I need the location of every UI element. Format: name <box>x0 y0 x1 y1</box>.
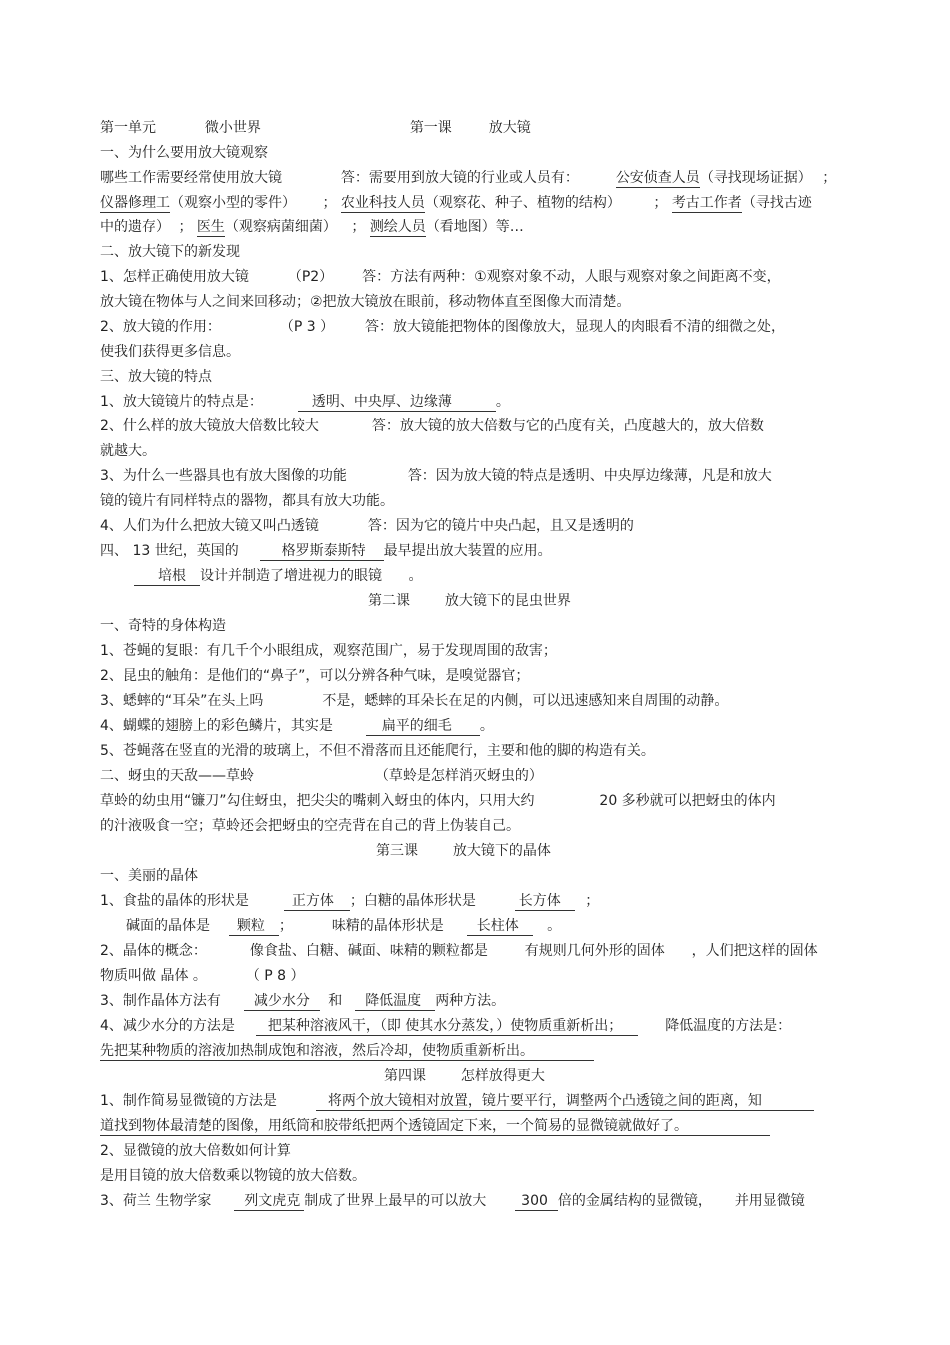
paragraph-line: 物质叫做 晶体 。 （ P 8 ） <box>100 968 305 984</box>
answer-blank: 列文虎克 <box>234 1192 304 1211</box>
section-heading: 二、放大镜下的新发现 <box>100 244 240 260</box>
answer-blank: 颗粒 <box>229 917 279 936</box>
paragraph-line: 1、怎样正确使用放大镜 （P2） 答：方法有两种：①观察对象不动，人眼与观察对象之间距离不变， <box>100 269 781 285</box>
answer-blank: 长方体 <box>515 892 575 911</box>
lesson-label: 第一课 <box>409 120 452 136</box>
paragraph-line: 中的遗存） ； 医生（观察病菌细菌） ； 测绘人员（看地图）等… <box>100 219 524 235</box>
lesson3-heading: 第三课 放大镜下的晶体 <box>376 843 551 859</box>
list-item: 1、苍蝇的复眼：有几千个小眼组成，观察范围广，易于发现周围的敌害； <box>100 643 557 659</box>
paragraph-line: 就越大。 <box>100 443 156 459</box>
answer-blank: 先把某种物质的溶液加热制成饱和溶液，然后冷却，使物质重新析出。 <box>100 1042 594 1061</box>
paragraph-line: 1、放大镜镜片的特点是： 透明、中央厚、边缘薄 。 <box>100 394 510 410</box>
paragraph-line: 2、显微镜的放大倍数如何计算 <box>100 1143 291 1159</box>
paragraph-line: 1、制作简易显微镜的方法是 将两个放大镜相对放置，镜片要平行，调整两个凸透镜之间的距离，知 <box>100 1091 814 1111</box>
paragraph-line: 2、放大镜的作用： （P 3 ） 答：放大镜能把物体的图像放大，显现人的肉眼看不清的细微之处， <box>100 319 785 335</box>
paragraph-line <box>100 1041 594 1061</box>
paragraph-line <box>100 1116 770 1136</box>
list-item: 4、蝴蝶的翅膀上的彩色鳞片，其实是 扁平的细毛 。 <box>100 718 494 734</box>
answer-blank: 公安侦查人员 <box>615 170 700 186</box>
answer-blank: 扁平的细毛 <box>366 717 480 736</box>
section-heading: 一、美丽的晶体 <box>100 868 198 884</box>
unit-title: 微小世界 <box>204 120 261 136</box>
paragraph-line: 使我们获得更多信息。 <box>100 344 240 360</box>
section-heading: 一、奇特的身体构造 <box>100 618 226 634</box>
list-item: 2、昆虫的触角：是他们的“鼻子”，可以分辨各种气味，是嗅觉器官； <box>100 668 530 684</box>
paragraph-line: 放大镜在物体与人之间来回移动；②把放大镜放在眼前，移动物体直至图像大而清楚。 <box>100 294 631 310</box>
paragraph-line: 4、人们为什么把放大镜又叫凸透镜 答：因为它的镜片中央凸起，且又是透明的 <box>100 518 634 534</box>
paragraph-line: 哪些工作需要经常使用放大镜 答：需要用到放大镜的行业或人员有： 公安侦查人员（寻找现场证据） ； <box>100 170 837 186</box>
paragraph-line: 镜的镜片有同样特点的器物，都具有放大功能。 <box>100 493 394 509</box>
paragraph-line: 2、晶体的概念： 像食盐、白糖、碱面、味精的颗粒都是 有规则几何外形的固体 ，人们把这样的固体 <box>100 943 818 959</box>
unit-label: 第一单元 <box>100 120 156 136</box>
section-heading: 一、为什么要用放大镜观察 <box>100 145 268 161</box>
paragraph-line: 2、什么样的放大镜放大倍数比较大 答：放大镜的放大倍数与它的凸度有关，凸度越大的，放大倍数 <box>100 418 764 434</box>
section-heading: 三、放大镜的特点 <box>100 369 212 385</box>
paragraph-line: 1、食盐的晶体的形状是 正方体 ；白糖的晶体形状是 长方体 ； <box>100 893 600 909</box>
paragraph-line: 培根 设计并制造了增进视力的眼镜 。 <box>134 566 422 586</box>
answer-blank: 仪器修理工 <box>100 195 170 211</box>
lesson4-heading: 第四课 怎样放得更大 <box>384 1068 545 1084</box>
lesson-title: 放大镜 <box>488 120 531 136</box>
paragraph-line: 草蛉的幼虫用“镰刀”勾住蚜虫，把尖尖的嘴刺入蚜虫的体内，只用大约 20 多秒就可以把蚜虫的体内 <box>100 793 776 809</box>
section-heading: 二、蚜虫的天敌——草蛉 （草蛉是怎样消灭蚜虫的） <box>100 768 543 784</box>
answer-blank: 培根 <box>134 567 200 586</box>
paragraph-line: 仪器修理工（观察小型的零件） ； 农业科技人员（观察花、种子、植物的结构） ； 考古工作者（寻找古迹 <box>100 195 812 211</box>
answer-blank: 农业科技人员 <box>340 195 425 211</box>
list-item: 3、蟋蟀的“耳朵”在头上吗 不是，蟋蟀的耳朵长在足的内侧，可以迅速感知来自周围的动静。 <box>100 693 729 709</box>
answer-blank: 把某种溶液风干，（即 使其水分蒸发，）使物质重新析出； <box>256 1017 638 1036</box>
paragraph-line: 是用目镜的放大倍数乘以物镜的放大倍数。 <box>100 1168 366 1184</box>
answer-blank: 正方体 <box>284 892 350 911</box>
paragraph-line: 3、为什么一些器具也有放大图像的功能 答：因为放大镜的特点是透明、中央厚边缘薄，凡是和放大 <box>100 468 772 484</box>
answer-blank: 道找到物体最清楚的图像，用纸筒和胶带纸把两个透镜固定下来，一个简易的显微镜就做好了。 <box>100 1117 770 1136</box>
answer-blank: 格罗斯泰斯特 <box>260 542 384 561</box>
answer-blank: 测绘人员 <box>369 219 426 235</box>
lesson2-heading: 第二课 放大镜下的昆虫世界 <box>368 593 571 609</box>
answer-blank: 减少水分 <box>244 992 320 1011</box>
paragraph-line: 四、 13 世纪，英国的 格罗斯泰斯特 最早提出放大装置的应用。 <box>100 543 552 559</box>
paragraph-line: 碱面的晶体是 颗粒 ； 味精的晶体形状是 长柱体 。 <box>126 918 562 934</box>
paragraph-line: 3、荷兰 生物学家 列文虎克 制成了世界上最早的可以放大 300 倍的金属结构的显微镜， 并用显微镜 <box>100 1193 805 1209</box>
paragraph-line: 的汁液吸食一空；草蛉还会把蚜虫的空壳背在自己的背上伪装自己。 <box>100 818 520 834</box>
lesson1-heading <box>100 118 531 138</box>
paragraph-line: 4、减少水分的方法是 把某种溶液风干，（即 使其水分蒸发，）使物质重新析出； 降低温度的方法是： <box>100 1018 792 1034</box>
answer-blank: 透明、中央厚、边缘薄 <box>298 393 496 412</box>
answer-blank: 降低温度 <box>355 992 435 1011</box>
paragraph-line: 3、制作晶体方法有 减少水分 和 降低温度 两种方法。 <box>100 993 506 1009</box>
answer-blank: 将两个放大镜相对放置，镜片要平行，调整两个凸透镜之间的距离，知 <box>316 1092 814 1111</box>
answer-blank: 考古工作者 <box>671 195 742 211</box>
answer-blank: 长柱体 <box>467 917 533 936</box>
answer-blank: 300 <box>515 1192 558 1211</box>
answer-blank: 医生 <box>196 219 225 235</box>
list-item: 5、苍蝇落在竖直的光滑的玻璃上，不但不滑落而且还能爬行，主要和他的脚的构造有关。 <box>100 743 655 759</box>
